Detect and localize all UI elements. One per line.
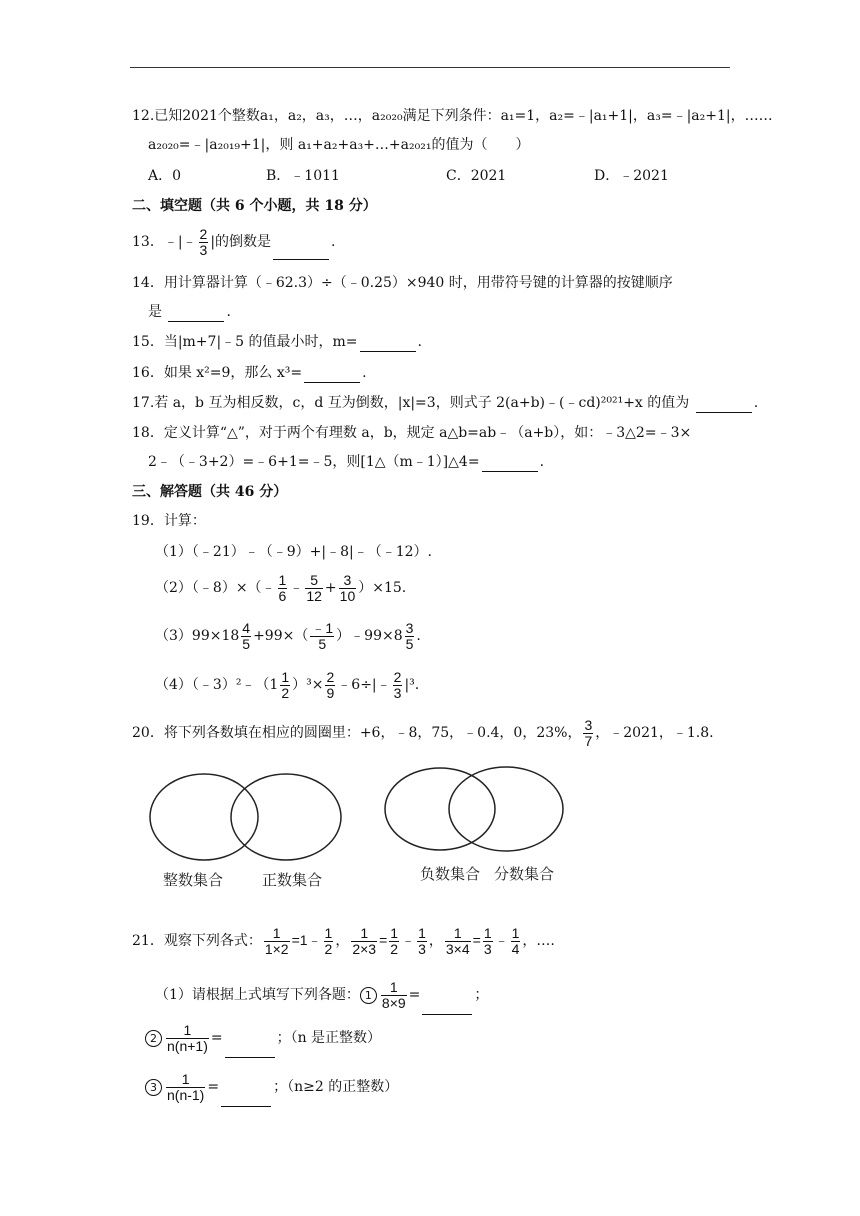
- q19-part3: [155, 617, 421, 655]
- q19-p4-c: ﹣6÷|﹣: [337, 677, 391, 693]
- q21-ex3-lhs-den: 3×4: [445, 940, 470, 957]
- fraction-set-label: 分数集合: [494, 865, 555, 883]
- q18-line2-text: 2﹣（﹣3+2）=﹣6+1=﹣5，则[1△（m﹣1）]△4=: [148, 454, 480, 470]
- q19-p3-f2-num: ﹣1: [311, 619, 334, 636]
- q21-ex2-minus: ﹣: [401, 933, 416, 949]
- header-rule: [130, 67, 730, 68]
- section2-heading: 二、填空题（共 6 个小题，共 18 分）: [132, 198, 377, 214]
- integer-set-label: 整数集合: [163, 871, 224, 889]
- q19-p2-f3-num: 3: [339, 573, 357, 589]
- q21-c3-frac: [166, 1072, 205, 1103]
- q21-ex1-lhs-den: 1×2: [264, 940, 289, 957]
- integer-set-circle[interactable]: [150, 774, 258, 860]
- positive-set-label: 正数集合: [262, 871, 323, 889]
- q21-ex3-lhs: [445, 926, 471, 957]
- negative-set-label: 负数集合: [420, 865, 481, 883]
- q19-p2-d: ）×15.: [358, 580, 407, 596]
- q21-ex1-r-den: 2: [324, 940, 333, 957]
- q19-p4-frac3: [393, 670, 403, 701]
- q21-ex3-r1-num: 1: [483, 924, 492, 941]
- q13-suffix: |的倒数是: [210, 234, 272, 250]
- q21-ex2-r: [417, 926, 427, 957]
- q19-p2-f2-den: 12: [306, 587, 322, 604]
- q14-line2: [148, 302, 231, 322]
- q21-ex2-eq: =: [379, 932, 388, 948]
- q13-prefix: 13．﹣|﹣: [132, 234, 197, 250]
- q18-line2: [148, 452, 544, 472]
- circled-2-icon: 2: [145, 1030, 162, 1047]
- q21-c2-den: n(n+1): [167, 1037, 208, 1054]
- q19-p4-a: （4）（﹣3）²﹣（1: [155, 677, 279, 693]
- q19-p3-a: （3）99×18: [155, 628, 240, 644]
- q21-ex3-eq: =: [472, 932, 481, 948]
- q19-title: 19．计算：: [132, 513, 206, 529]
- circled-3-icon: 3: [145, 1079, 162, 1096]
- section3-heading: 三、解答题（共 46 分）: [132, 484, 288, 500]
- q21-ex1-lhs: [264, 926, 290, 957]
- q21-c1-num: 1: [381, 980, 407, 996]
- q18-answer-blank[interactable]: [482, 457, 538, 472]
- q19-p2-b: ﹣: [289, 580, 304, 596]
- q20-frac-num: 3: [584, 716, 593, 733]
- q21-c3-den: n(n-1): [167, 1086, 205, 1103]
- positive-set-circle[interactable]: [231, 774, 341, 860]
- q19-p3-f3-den: 5: [405, 635, 414, 652]
- q21-ex3-r-num: 1: [511, 924, 520, 941]
- q21-ex2-lhs-num: 1: [351, 926, 377, 942]
- q21-ex3-sep: ，….: [522, 933, 555, 949]
- q21-ex2-r-num: 1: [418, 924, 426, 941]
- q13-fraction: [199, 227, 209, 258]
- q20-frac-den: 7: [584, 732, 593, 749]
- q12-option-a[interactable]: A．0: [148, 168, 182, 184]
- q19-p4-b: ）³×: [292, 677, 324, 693]
- q12-line1: 12.已知2021个整数a₁，a₂，a₃，…，a₂₀₂₀满足下列条件：a₁=1，a₂=﹣|a₁+1|，a₃=﹣|a₂+1|，……: [132, 108, 773, 124]
- q21-c1-answer-blank[interactable]: [422, 1000, 472, 1015]
- q19-p2-a: （2）（﹣8）×（﹣: [155, 580, 276, 596]
- q19-p3-f1-num: 4: [242, 619, 251, 636]
- q19-part2: [155, 569, 406, 607]
- q19-p4-f1-den: 2: [281, 684, 290, 701]
- q21-c2-eq: =: [210, 1030, 223, 1046]
- q13-end: .: [331, 234, 336, 250]
- q21-ex2-r1: [389, 926, 399, 957]
- q15-end: .: [417, 334, 422, 350]
- q21-c3-end: ；（n≥2 的正整数）: [273, 1079, 399, 1095]
- q13-answer-blank[interactable]: [273, 245, 329, 260]
- q21-ex2-r-den: 3: [418, 940, 426, 957]
- q21-ex2-lhs-den: 2×3: [352, 940, 377, 957]
- q15-answer-blank[interactable]: [360, 337, 416, 352]
- q19-p4-f2-num: 2: [326, 668, 335, 685]
- q17: [132, 393, 758, 413]
- q20-text-b: ，﹣2021，﹣1.8.: [595, 725, 714, 741]
- q19-p4-frac1: [280, 670, 290, 701]
- q19-p2-frac1: [278, 573, 288, 604]
- q21-ex1-r-num: 1: [324, 924, 333, 941]
- q19-p2-f1-den: 6: [278, 587, 287, 604]
- q19-p3-d: .: [416, 628, 421, 644]
- q15-text: 15．当|m+7|﹣5 的值最小时，m=: [132, 334, 358, 350]
- q12-option-c[interactable]: C．2021: [446, 168, 507, 184]
- q19-p4-d: |³.: [404, 677, 420, 693]
- negative-set-circle[interactable]: [385, 768, 495, 850]
- q17-end: .: [753, 395, 759, 411]
- q13-num: 2: [199, 225, 208, 242]
- q19-p2-f1-num: 1: [278, 571, 287, 588]
- q21-ex2-sep: ，: [428, 933, 443, 949]
- q21-c3-eq: =: [207, 1079, 220, 1095]
- q19-p3-c: ）﹣99×8: [336, 628, 403, 644]
- q18-end: .: [539, 454, 545, 470]
- q19-p4-f1-num: 1: [281, 668, 290, 685]
- q21-ex1-sep: ，: [335, 933, 350, 949]
- q21-c1-frac: [381, 980, 407, 1011]
- q21-p1-text: （1）请根据上式填写下列各题：: [155, 987, 360, 1003]
- q21-item3: [145, 1067, 398, 1107]
- q12-options: [148, 166, 748, 186]
- q17-text: 17.若 a，b 互为相反数，c，d 互为倒数，|x|=3，则式子 2(a+b)﹣(﹣cd)²⁰²¹+x 的值为: [132, 395, 690, 411]
- q21-ex3-r1-den: 3: [483, 940, 492, 957]
- q21-c1-den: 8×9: [381, 994, 406, 1011]
- q21-c2-end: ；（n 是正整数）: [276, 1030, 382, 1046]
- q19-p2-frac2: [305, 573, 323, 604]
- q21-ex3-r-den: 4: [511, 940, 520, 957]
- q19-p3-frac3: [405, 621, 415, 652]
- q21-c2-num: 1: [166, 1023, 209, 1039]
- q13-den: 3: [199, 241, 208, 258]
- q19-p3-f1-den: 5: [242, 635, 251, 652]
- q16: [132, 363, 367, 383]
- q21-ex3-r1: [483, 926, 493, 957]
- q19-p3-f2-den: 5: [318, 635, 327, 652]
- q19-p3-frac1: [241, 621, 251, 652]
- q21-item2: [145, 1018, 381, 1058]
- q21-ex1-lhs-num: 1: [264, 926, 290, 942]
- q21-ex2-lhs: [351, 926, 377, 957]
- q21-ex1-r: [324, 926, 334, 957]
- q19-p2-f3-den: 10: [339, 587, 356, 604]
- q19-p4-frac2: [325, 670, 335, 701]
- fraction-set-circle[interactable]: [449, 767, 563, 851]
- q16-end: .: [362, 365, 367, 381]
- q12-option-b[interactable]: B．﹣1011: [266, 168, 340, 184]
- q19-p2-c: +: [324, 580, 337, 596]
- circled-1-icon: 1: [360, 987, 377, 1004]
- q19-part1: （1）（﹣21）﹣（﹣9）+|﹣8|﹣（﹣12）.: [155, 544, 432, 560]
- q21-c1-end: ；: [474, 987, 489, 1003]
- q18-line1: 18．定义计算“△”，对于两个有理数 a，b，规定 a△b=ab﹣（a+b），如：﹣3△2=﹣3×: [132, 425, 692, 441]
- q16-text: 16．如果 x²=9，那么 x³=: [132, 365, 303, 381]
- q19-p2-f2-num: 5: [305, 573, 323, 589]
- q16-answer-blank[interactable]: [304, 368, 360, 383]
- q14-end: .: [226, 304, 231, 320]
- q19-p4-f3-num: 2: [393, 668, 402, 685]
- q14-line1: 14．用计算器计算（﹣62.3）÷（﹣0.25）×940 时，用带符号键的计算器的按键顺序: [132, 275, 673, 291]
- q21-ex3-lhs-num: 1: [445, 926, 471, 942]
- q20-fraction: [583, 718, 593, 749]
- q21-ex3-r: [511, 926, 521, 957]
- q19-p2-frac3: [339, 573, 357, 604]
- q19-p3-frac2: [310, 621, 334, 652]
- q21-title: 21．观察下列各式：: [132, 933, 262, 949]
- q12-option-d[interactable]: D．﹣2021: [594, 168, 669, 184]
- q20-text-a: 20．将下列各数填在相应的圆圈里：+6，﹣8，75，﹣0.4，0，23%，: [132, 725, 582, 741]
- q19-part4: [155, 666, 419, 704]
- q15: [132, 332, 422, 352]
- q21-ex2-r1-num: 1: [390, 924, 399, 941]
- q19-p4-f3-den: 3: [393, 684, 402, 701]
- q21-c2-frac: [166, 1023, 209, 1054]
- q21-c3-num: 1: [166, 1072, 205, 1088]
- q13: [132, 224, 336, 260]
- q21-examples: [132, 920, 555, 961]
- venn-diagrams: [140, 765, 580, 875]
- q21-c1-eq: =: [408, 987, 421, 1003]
- q21-ex2-r1-den: 2: [390, 940, 399, 957]
- q19-p3-b: +99×（: [253, 628, 309, 644]
- q21-part1: [155, 975, 488, 1015]
- q19-p4-f2-den: 9: [326, 684, 335, 701]
- q21-ex1-eq: =1﹣: [291, 932, 322, 948]
- q14-answer-blank[interactable]: [168, 307, 224, 322]
- q21-ex3-minus: ﹣: [494, 933, 509, 949]
- q14-line2-text: 是: [148, 304, 162, 320]
- q21-c2-answer-blank[interactable]: [225, 1043, 275, 1058]
- q17-answer-blank[interactable]: [696, 398, 752, 413]
- q20-prompt: [132, 714, 714, 752]
- q21-c3-answer-blank[interactable]: [221, 1092, 271, 1107]
- q12-line2: a₂₀₂₀=﹣|a₂₀₁₉+1|，则 a₁+a₂+a₃+…+a₂₀₂₁的值为（ ）: [148, 137, 530, 153]
- q19-p3-f3-num: 3: [405, 619, 414, 636]
